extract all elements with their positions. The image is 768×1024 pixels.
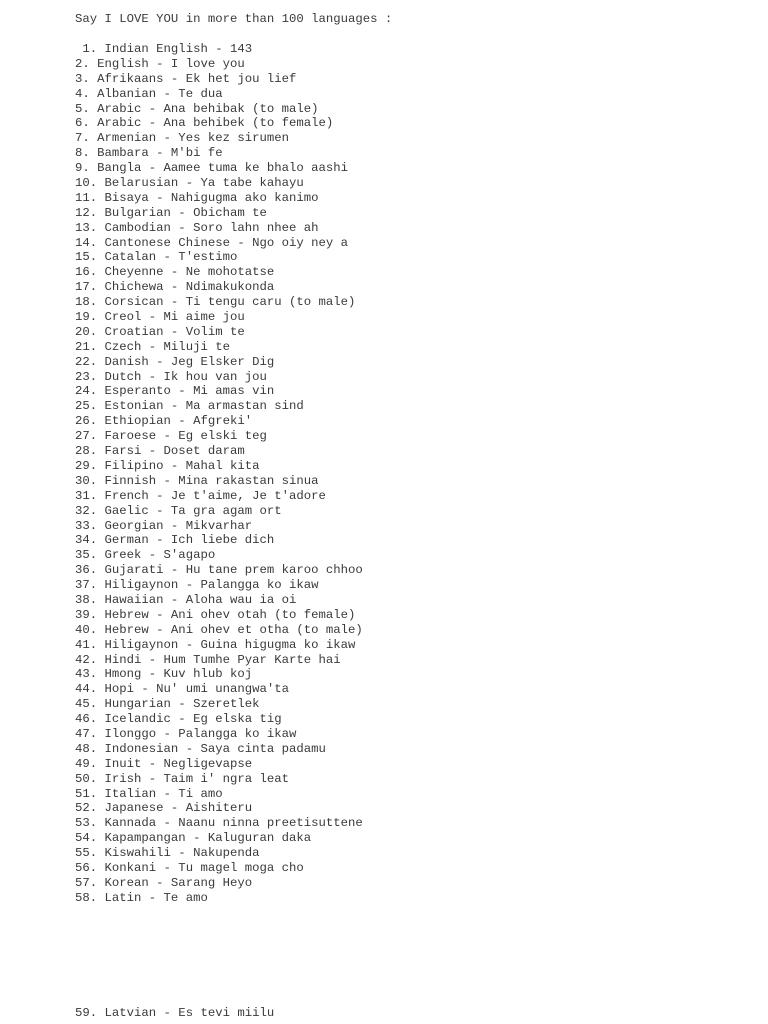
list-item: 12. Bulgarian - Obicham te (75, 205, 267, 220)
list-item: 18. Corsican - Ti tengu caru (to male) (75, 295, 356, 310)
list-item: 20. Croatian - Volim te (75, 324, 245, 339)
list-item: 16. Cheyenne - Ne mohotatse (75, 265, 275, 280)
list-item: 45. Hungarian - Szeretlek (75, 697, 260, 712)
list-item: 32. Gaelic - Ta gra agam ort (75, 503, 282, 518)
list-item: 49. Inuit - Negligevapse (75, 756, 253, 771)
list-item: 37. Hiligaynon - Palangga ko ikaw (75, 578, 319, 593)
list-item: 38. Hawaiian - Aloha wau ia oi (75, 592, 297, 607)
language-list (75, 42, 363, 906)
list-item: 13. Cambodian - Soro lahn nhee ah (75, 220, 319, 235)
list-item: 17. Chichewa - Ndimakukonda (75, 280, 275, 295)
list-item: 56. Konkani - Tu magel moga cho (75, 860, 304, 875)
list-item: 27. Faroese - Eg elski teg (75, 429, 267, 444)
list-item: 30. Finnish - Mina rakastan sinua (75, 473, 319, 488)
list-item: 22. Danish - Jeg Elsker Dig (75, 354, 275, 369)
list-item: 11. Bisaya - Nahigugma ako kanimo (75, 190, 319, 205)
list-item: 50. Irish - Taim i' ngra leat (75, 771, 290, 786)
list-item: 36. Gujarati - Hu tane prem karoo chhoo (75, 563, 363, 578)
list-item: 35. Greek - S'agapo (75, 548, 216, 563)
list-item: 41. Hiligaynon - Guina higugma ko ikaw (75, 637, 356, 652)
list-item: 40. Hebrew - Ani ohev et otha (to male) (75, 622, 363, 637)
list-item: 14. Cantonese Chinese - Ngo oiy ney a (75, 235, 349, 250)
list-item: 57. Korean - Sarang Heyo (75, 875, 253, 890)
list-item: 34. German - Ich liebe dich (75, 533, 275, 548)
list-item: 23. Dutch - Ik hou van jou (75, 369, 267, 384)
page-title: Say I LOVE YOU in more than 100 languages : (75, 12, 393, 26)
list-item: 8. Bambara - M'bi fe (75, 146, 223, 161)
list-item: 26. Ethiopian - Afgreki' (75, 414, 253, 429)
list-item: 51. Italian - Ti amo (75, 786, 223, 801)
list-item: 21. Czech - Miluji te (75, 339, 230, 354)
list-item: 7. Armenian - Yes kez sirumen (75, 131, 290, 146)
list-item: 5. Arabic - Ana behibak (to male) (75, 101, 319, 116)
list-item: 3. Afrikaans - Ek het jou lief (75, 71, 297, 86)
list-item: 25. Estonian - Ma armastan sind (75, 399, 304, 414)
list-item: 9. Bangla - Aamee tuma ke bhalo aashi (75, 161, 349, 176)
list-item: 44. Hopi - Nu' umi unangwa'ta (75, 682, 290, 697)
list-item: 6. Arabic - Ana behibek (to female) (75, 116, 334, 131)
list-item: 54. Kapampangan - Kaluguran daka (75, 831, 312, 846)
list-item: 29. Filipino - Mahal kita (75, 458, 260, 473)
list-item: 15. Catalan - T'estimo (75, 250, 238, 265)
list-item: 52. Japanese - Aishiteru (75, 801, 253, 816)
list-item: 46. Icelandic - Eg elska tig (75, 712, 282, 727)
list-item: 24. Esperanto - Mi amas vin (75, 384, 275, 399)
list-item: 43. Hmong - Kuv hlub koj (75, 667, 253, 682)
list-item: 33. Georgian - Mikvarhar (75, 518, 253, 533)
list-item-last: 59. Latvian - Es tevi miilu (75, 1006, 275, 1020)
list-item: 2. English - I love you (75, 56, 245, 71)
list-item: 31. French - Je t'aime, Je t'adore (75, 488, 326, 503)
list-item: 48. Indonesian - Saya cinta padamu (75, 741, 326, 756)
list-item: 10. Belarusian - Ya tabe kahayu (75, 176, 304, 191)
list-item: 1. Indian English - 143 (75, 42, 253, 56)
list-item: 42. Hindi - Hum Tumhe Pyar Karte hai (75, 652, 341, 667)
list-item: 58. Latin - Te amo (75, 890, 208, 905)
list-item: 53. Kannada - Naanu ninna preetisuttene (75, 816, 363, 831)
list-item: 28. Farsi - Doset daram (75, 444, 245, 459)
list-item: 4. Albanian - Te dua (75, 86, 223, 101)
list-item: 55. Kiswahili - Nakupenda (75, 846, 260, 861)
list-item: 39. Hebrew - Ani ohev otah (to female) (75, 607, 356, 622)
list-item: 47. Ilonggo - Palangga ko ikaw (75, 726, 297, 741)
list-item: 19. Creol - Mi aime jou (75, 310, 245, 325)
